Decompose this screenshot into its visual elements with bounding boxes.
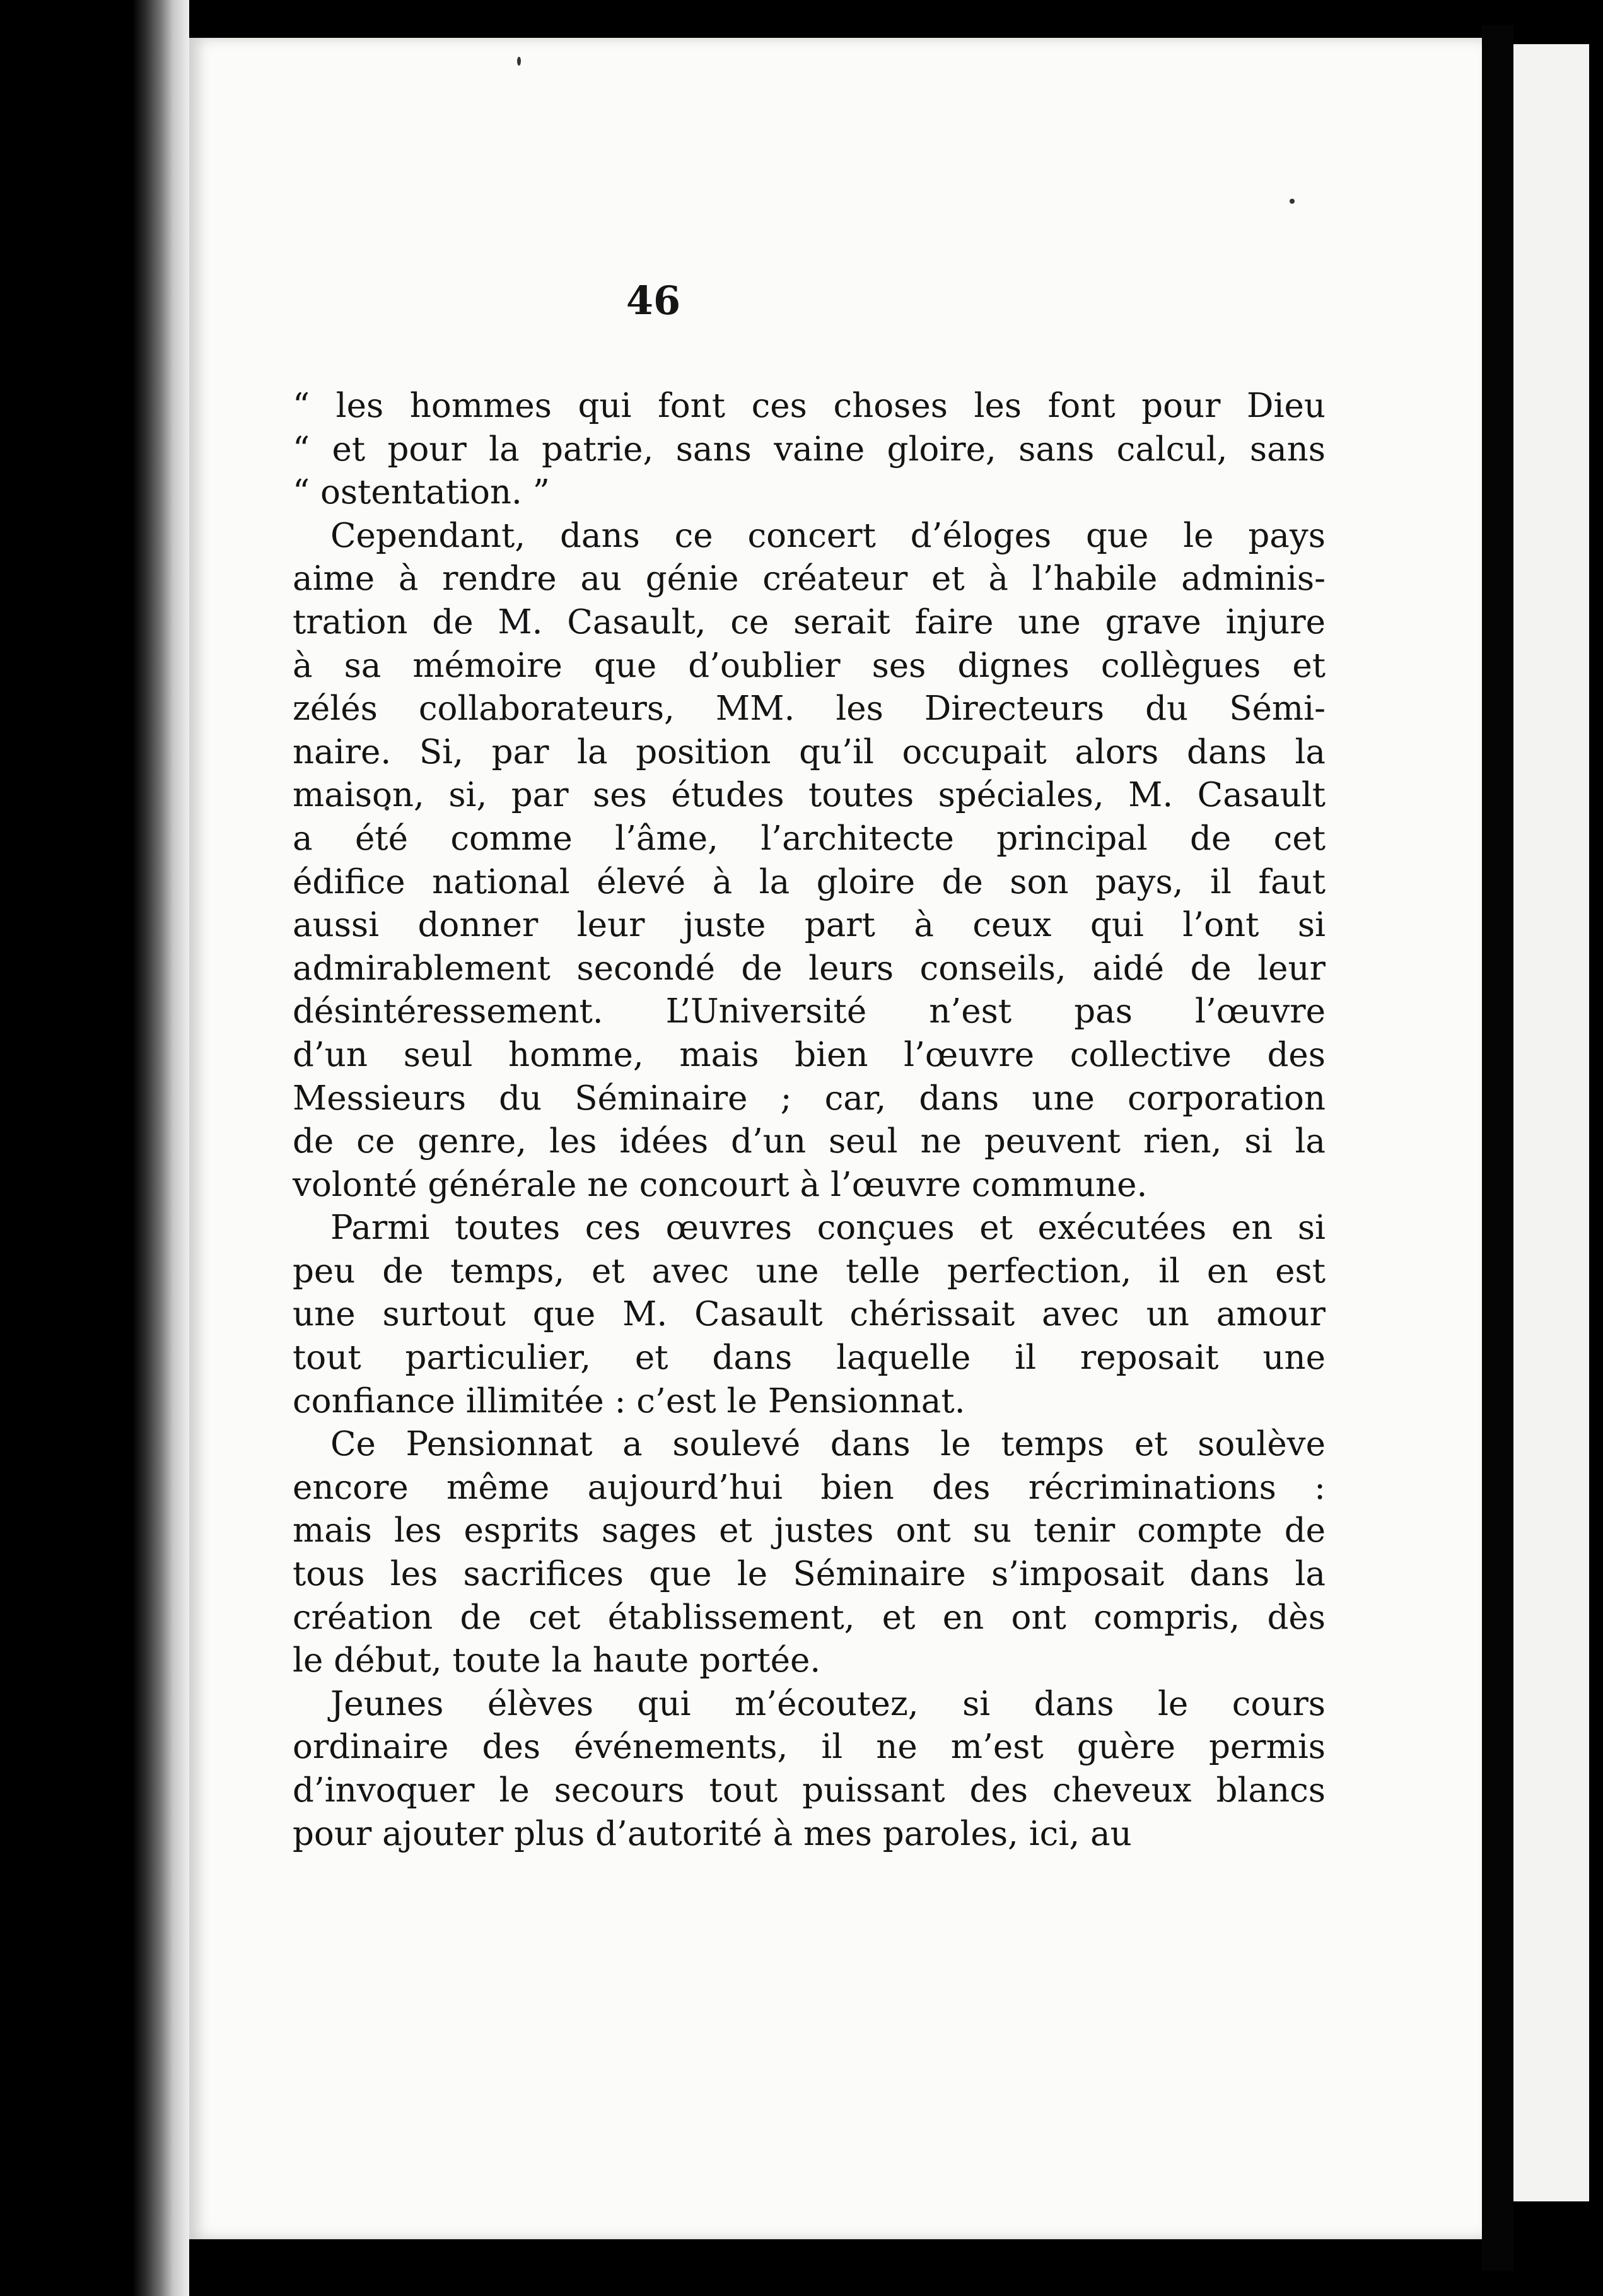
text-line: ordinaire des événements, il ne m’est guère permis xyxy=(293,1728,1326,1767)
text-line: de ce genre, les idées d’un seul ne peuvent rien, si la xyxy=(293,1122,1326,1161)
page-gutter xyxy=(1482,25,1513,2271)
text-line: tout particulier, et dans laquelle il reposait une xyxy=(293,1338,1326,1378)
paragraph xyxy=(293,1683,1326,1856)
text-line: Messieurs du Séminaire ; car, dans une corporation xyxy=(293,1079,1326,1118)
paragraph xyxy=(293,1423,1326,1683)
text-line: Ce Pensionnat a soulevé dans le temps et soulève xyxy=(330,1425,1326,1464)
text-line: peu de temps, et avec une telle perfection, il en est xyxy=(293,1251,1326,1291)
scan-speck xyxy=(517,57,521,66)
text-line: a été comme l’âme, l’architecte principal de cet xyxy=(293,819,1326,858)
text-line: “ et pour la patrie, sans vaine gloire, sans calcul, sans xyxy=(293,430,1326,469)
text-line: Jeunes élèves qui m’écoutez, si dans le cours xyxy=(330,1684,1326,1723)
text-line: aussi donner leur juste part à ceux qui l’ont si xyxy=(293,906,1326,945)
scan-speck xyxy=(1290,199,1295,204)
text-line: désintéressement. L’Université n’est pas l’œuvre xyxy=(293,992,1326,1031)
text-line: le début, toute la haute portée. xyxy=(293,1641,821,1680)
text-line: mais les esprits sages et justes ont su tenir compte de xyxy=(293,1511,1326,1550)
text-line: volonté générale ne concourt à l’œuvre commune. xyxy=(293,1165,1148,1204)
text-line: zélés collaborateurs, MM. les Directeurs du Sémi- xyxy=(293,689,1326,729)
text-line: aime à rendre au génie créateur et à l’habile adminis- xyxy=(293,559,1326,599)
text-line: une surtout que M. Casault chérissait avec un amour xyxy=(293,1295,1326,1334)
text-line: confiance illimitée : c’est le Pensionnat. xyxy=(293,1381,965,1420)
paragraph xyxy=(293,1207,1326,1423)
text-line: admirablement secondé de leurs conseils, aidé de leur xyxy=(293,949,1326,988)
text-line: “ les hommes qui font ces choses les font pour Dieu xyxy=(293,387,1326,425)
text-line: Parmi toutes ces œuvres conçues et exécutées en si xyxy=(330,1209,1326,1248)
text-line: d’invoquer le secours tout puissant des cheveux blancs xyxy=(293,1771,1326,1810)
text-line: tration de M. Casault, ce serait faire une grave injure xyxy=(293,602,1326,641)
text-line: d’un seul homme, mais bien l’œuvre collective des xyxy=(293,1035,1326,1074)
text-line: maison, si, par ses études toutes spéciales, M. Casault xyxy=(293,776,1326,815)
text-line: à sa mémoire que d’oublier ses dignes collègues et xyxy=(293,646,1326,685)
book-binding-edge xyxy=(0,0,189,2296)
page-body-text xyxy=(293,385,1326,1856)
text-line: “ ostentation. ” xyxy=(293,473,550,512)
page-number: 46 xyxy=(626,278,681,324)
paragraph xyxy=(293,515,1326,1207)
text-line: édifice national élevé à la gloire de son pays, il faut xyxy=(293,862,1326,901)
text-line: tous les sacrifices que le Séminaire s’imposait dans la xyxy=(293,1555,1326,1594)
text-line: naire. Si, par la position qu’il occupait alors dans la xyxy=(293,732,1326,771)
text-line: encore même aujourd’hui bien des récriminations : xyxy=(293,1468,1326,1507)
paragraph xyxy=(293,385,1326,515)
text-line: pour ajouter plus d’autorité à mes paroles, ici, au xyxy=(293,1814,1132,1853)
text-line: création de cet établissement, et en ont compris, dès xyxy=(293,1598,1326,1637)
text-line: Cependant, dans ce concert d’éloges que le pays xyxy=(330,516,1326,555)
next-page-edge xyxy=(1513,44,1589,2201)
